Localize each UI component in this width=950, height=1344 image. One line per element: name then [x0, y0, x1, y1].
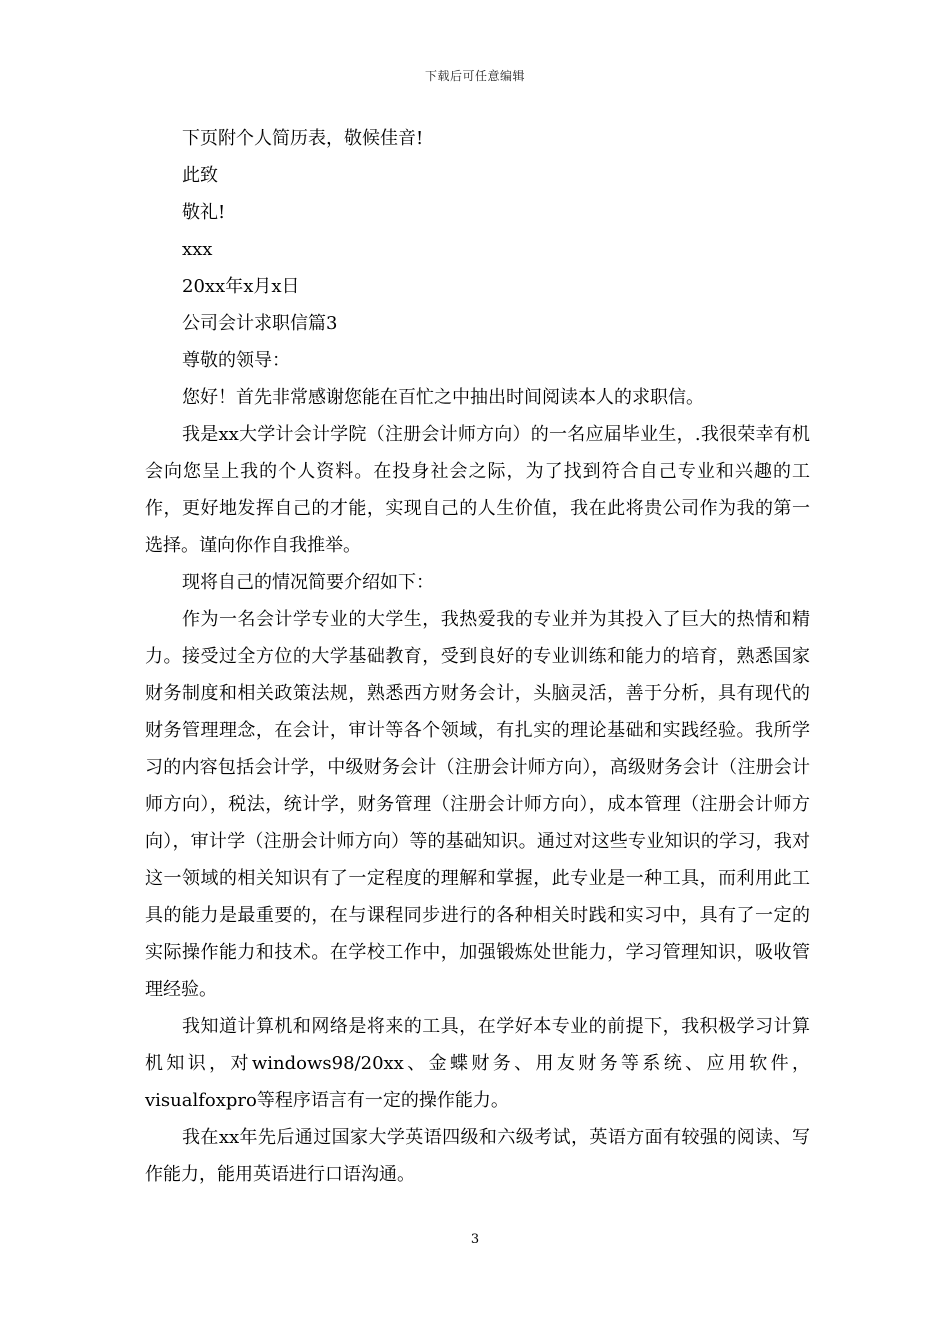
page-header: 下载后可任意编辑 [424, 69, 525, 83]
letter-opening: 您好！首先非常感谢您能在百忙之中抽出时间阅读本人的求职信。 [182, 387, 704, 408]
page-number: 3 [470, 1232, 480, 1247]
paragraph-introduction: 我是xx大学计会计学院（注册会计师方向）的一名应届毕业生，.我很荣幸有机会向您呈上我的个人资料。在投身社会之际，为了找到符合自己专业和兴趣的工作，更好地发挥自己的才能，实现自己的人生价值，我在此将贵公司作为我的第一选择。谨向你作自我推举。 [145, 424, 810, 556]
paragraph-english-skills: 我在xx年先后通过国家大学英语四级和六级考试，英语方面有较强的阅读、写作能力，能用英语进行口语沟通。 [145, 1127, 810, 1185]
signature-name: xxx [182, 239, 213, 260]
paragraph-computer-skills: 我知道计算机和网络是将来的工具，在学好本专业的前提下，我积极学习计算机知识，对windows98/20xx、金蝶财务、用友财务等系统、应用软件，visualfoxpro等程序语言有一定的操作能力。 [145, 1016, 810, 1111]
paragraph-overview-lead: 现将自己的情况简要介绍如下： [182, 572, 434, 593]
signature-date: 20xx年x月x日 [182, 276, 300, 297]
paragraph-education: 作为一名会计学专业的大学生，我热爱我的专业并为其投入了巨大的热情和精力。接受过全方位的大学基础教育，受到良好的专业训练和能力的培育，熟悉国家财务制度和相关政策法规，熟悉西方财务会计，头脑灵活，善于分析，具有现代的财务管理理念，在会计，审计等各个领域，有扎实的理论基础和实践经验。我所学习的内容包括会计学，中级财务会计（注册会计师方向），高级财务会计（注册会计师方向），税法，统计学，财务管理（注册会计师方向），成本管理（注册会计师方向），审计学（注册会计师方向）等的基础知识。通过对这些专业知识的学习，我对这一领域的相关知识有了一定程度的理解和掌握，此专业是一种工具，而利用此工具的能力是最重要的，在与课程同步进行的各种相关时践和实习中，具有了一定的实际操作能力和技术。在学校工作中，加强锻炼处世能力，学习管理知识，吸收管理经验。 [145, 609, 810, 1000]
closing-line-resume-note: 下页附个人简历表，敬候佳音! [182, 128, 424, 149]
section-title: 公司会计求职信篇3 [182, 313, 338, 334]
closing-line-regards: 敬礼! [182, 202, 226, 223]
document-body [145, 120, 810, 1193]
closing-line-salutation: 此致 [182, 165, 218, 186]
letter-greeting: 尊敬的领导： [182, 350, 290, 371]
